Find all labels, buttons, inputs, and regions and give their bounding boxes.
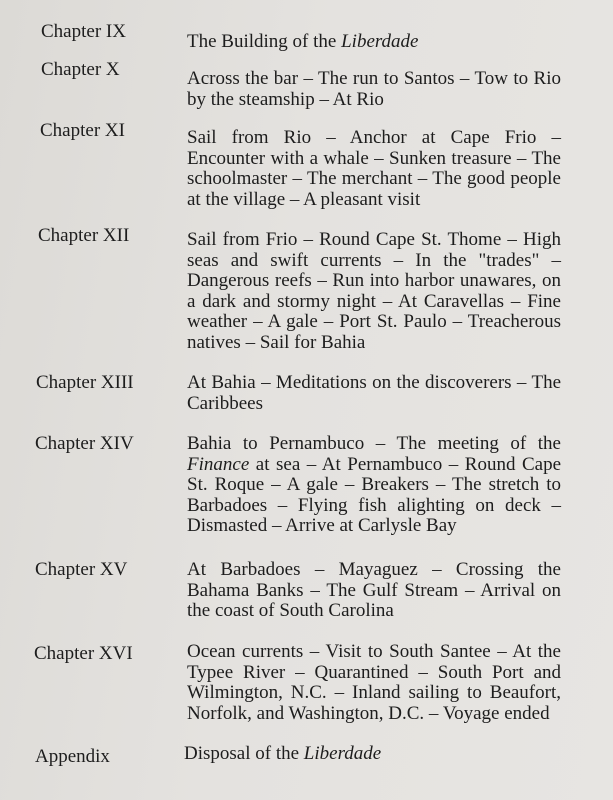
chapter-label: Chapter XI (40, 120, 125, 141)
appendix-label: Appendix (35, 746, 110, 767)
ship-name: Finance (187, 453, 250, 475)
chapter-label: Chapter IX (41, 21, 126, 42)
chapter-description: Bahia to Pernambuco – The meeting of the Finance at sea – At Pernambuco – Round Cape St. Roque – A gale – Breakers – The stretch to Barbadoes – Flying fish alighting on deck – Dismasted – Arrive at Carlysle Bay (187, 433, 561, 537)
chapter-label: Chapter XII (38, 225, 130, 246)
chapter-label: Chapter XIV (35, 433, 134, 454)
chapter-description: Sail from Frio – Round Cape St. Thome – High seas and swift currents – In the "trades" – Dangerous reefs – Run into harbor unawares, on a dark and stormy night – At Caravellas – Fine weather – A gale – Port St. Paulo – Treacherous natives – Sail for Bahia (187, 229, 561, 353)
chapter-description: Sail from Rio – Anchor at Cape Frio – Encounter with a whale – Sunken treasure – The schoolmaster – The merchant – The good people at the village – A pleasant visit (187, 127, 561, 210)
ship-name: Liberdade (341, 31, 419, 52)
chapter-description: The Building of the Liberdade (187, 31, 419, 52)
chapter-description: At Barbadoes – Mayaguez – Crossing the Bahama Banks – The Gulf Stream – Arrival on the coast of South Carolina (187, 559, 561, 622)
chapter-label: Chapter X (41, 59, 120, 80)
chapter-label: Chapter XIII (36, 372, 134, 393)
appendix-description: Disposal of the Liberdade (184, 743, 382, 764)
chapter-description: At Bahia – Meditations on the discoverers – The Caribbees (187, 372, 561, 414)
chapter-description: Ocean currents – Visit to South Santee – At the Typee River – Quarantined – South Port and Wilmington, N.C. – Inland sailing to Beaufort, Norfolk, and Washington, D.C. – Voyage ended (187, 641, 561, 724)
chapter-label: Chapter XVI (34, 643, 133, 664)
chapter-description: Across the bar – The run to Santos – Tow to Rio by the steamship – At Rio (187, 68, 561, 110)
chapter-label: Chapter XV (35, 559, 128, 580)
ship-name: Liberdade (303, 743, 382, 764)
